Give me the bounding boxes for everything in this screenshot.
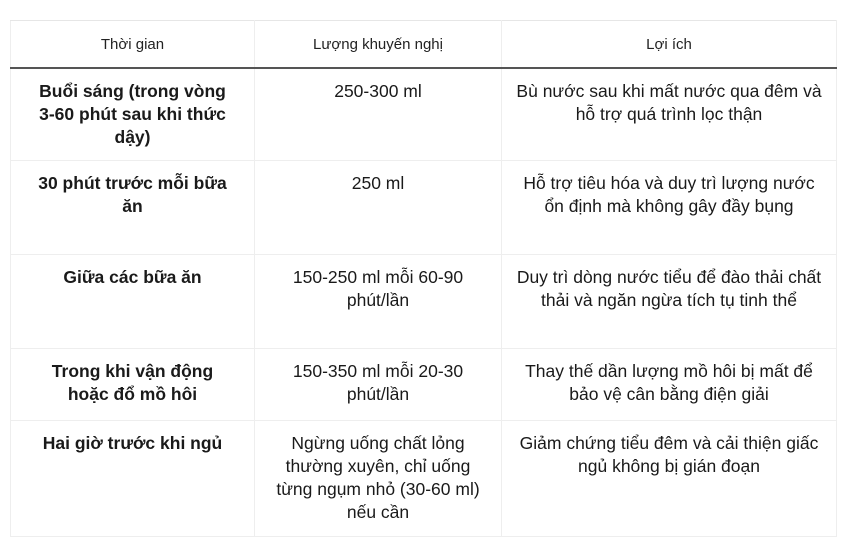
cell-amount: Ngừng uống chất lỏng thường xuyên, chỉ uống từng ngụm nhỏ (30-60 ml) nếu cần [255,421,502,537]
cell-time: Hai giờ trước khi ngủ [11,421,255,537]
table-row [11,255,837,349]
cell-amount: 250-300 ml [255,68,502,161]
table-row [11,421,837,537]
cell-benefit: Thay thế dần lượng mồ hôi bị mất để bảo vệ cân bằng điện giải [502,349,837,421]
header-row [11,21,837,69]
cell-time: Buổi sáng (trong vòng 3-60 phút sau khi thức dậy) [11,68,255,161]
table-row [11,161,837,255]
table-body [11,68,837,537]
cell-benefit: Duy trì dòng nước tiểu để đào thải chất thải và ngăn ngừa tích tụ tinh thể [502,255,837,349]
table-row [11,68,837,161]
cell-benefit: Bù nước sau khi mất nước qua đêm và hỗ trợ quá trình lọc thận [502,68,837,161]
cell-amount: 250 ml [255,161,502,255]
hydration-schedule-table [10,20,837,537]
table-header [11,21,837,69]
hydration-schedule-table-container [10,20,836,537]
cell-time: Trong khi vận động hoặc đổ mồ hôi [11,349,255,421]
header-time: Thời gian [11,21,255,69]
cell-benefit: Hỗ trợ tiêu hóa và duy trì lượng nước ổn định mà không gây đầy bụng [502,161,837,255]
header-amount: Lượng khuyến nghị [255,21,502,69]
cell-benefit: Giảm chứng tiểu đêm và cải thiện giấc ngủ không bị gián đoạn [502,421,837,537]
table-row [11,349,837,421]
header-benefit: Lợi ích [502,21,837,69]
cell-amount: 150-250 ml mỗi 60-90 phút/lần [255,255,502,349]
cell-time: 30 phút trước mỗi bữa ăn [11,161,255,255]
cell-amount: 150-350 ml mỗi 20-30 phút/lần [255,349,502,421]
cell-time: Giữa các bữa ăn [11,255,255,349]
